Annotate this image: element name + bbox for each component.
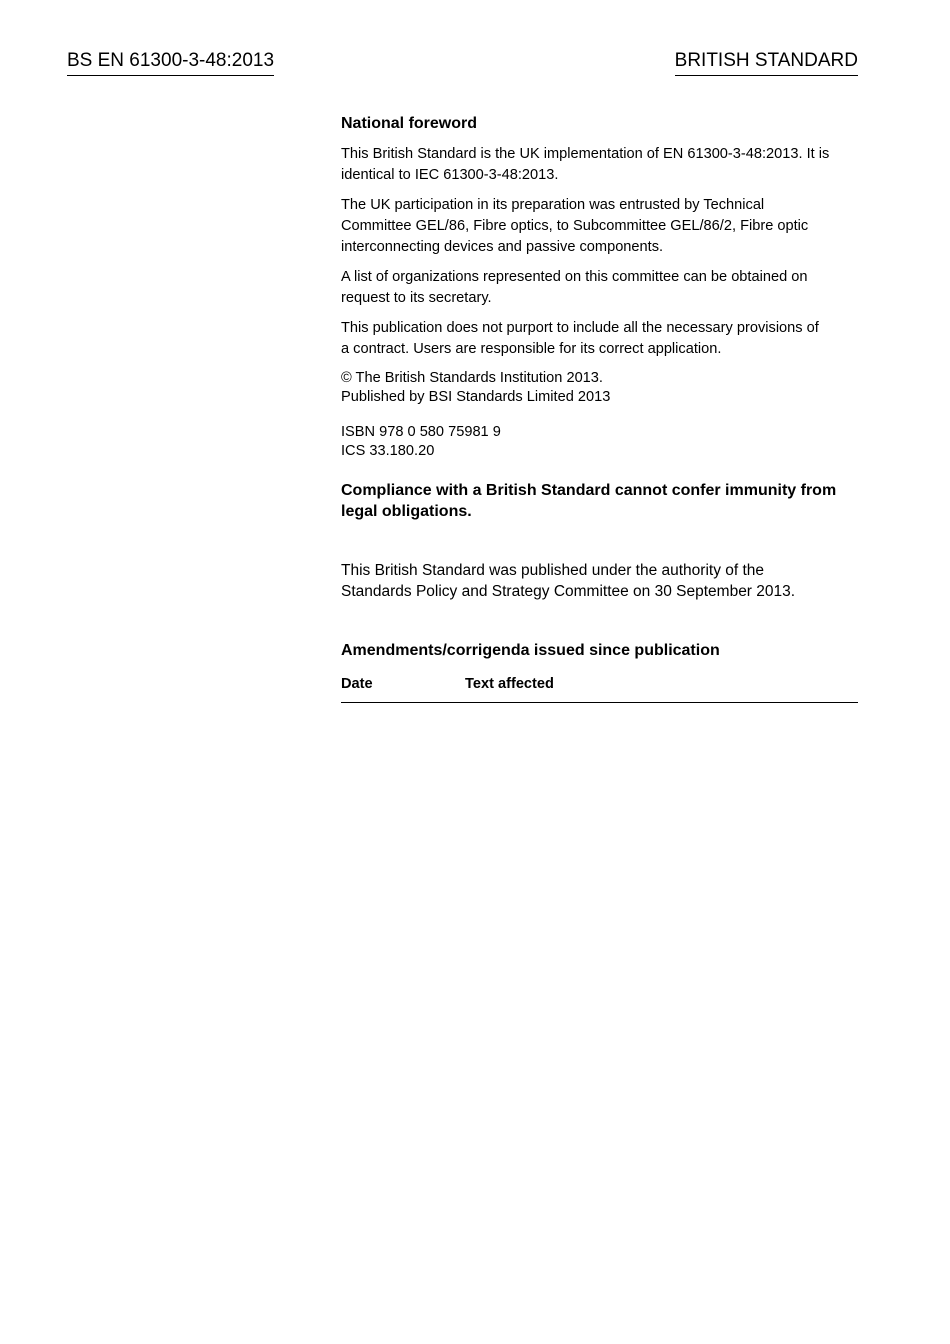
foreword-heading: National foreword [341, 115, 478, 132]
text-line: This British Standard was published under the authority of the [341, 562, 765, 579]
foreword-section [341, 113, 858, 703]
text-line: identical to IEC 61300-3-48:2013. [341, 167, 559, 183]
text-line: Committee GEL/86, Fibre optics, to Subcommittee GEL/86/2, Fibre optic [341, 218, 809, 234]
text-line: interconnecting devices and passive components. [341, 239, 664, 255]
copyright-notice [341, 369, 858, 407]
identifiers [341, 423, 858, 461]
text-line: © The British Standards Institution 2013. [341, 370, 603, 386]
text-line: Standards Policy and Strategy Committee on 30 September 2013. [341, 583, 796, 600]
amendments-heading: Amendments/corrigenda issued since publication [341, 642, 720, 659]
paragraph-provisions [341, 318, 858, 360]
compliance-statement [341, 480, 858, 522]
paragraph-participation [341, 195, 858, 258]
text-line: This publication does not purport to include all the necessary provisions of [341, 320, 819, 336]
text-line: This British Standard is the UK implementation of EN 61300-3-48:2013. It is [341, 146, 830, 162]
paragraph-implementation [341, 144, 858, 186]
text-line: A list of organizations represented on this committee can be obtained on [341, 269, 808, 285]
text-line: request to its secretary. [341, 290, 492, 306]
text-line: Compliance with a British Standard cannot confer immunity from [341, 482, 837, 499]
text-line: legal obligations. [341, 503, 472, 520]
isbn: ISBN 978 0 580 75981 9 [341, 424, 501, 440]
column-header-text-affected: Text affected [465, 676, 554, 692]
text-line: Published by BSI Standards Limited 2013 [341, 389, 611, 405]
text-line: a contract. Users are responsible for its correct application. [341, 341, 722, 357]
paragraph-organizations [341, 267, 858, 309]
document-id: BS EN 61300-3-48:2013 [67, 49, 274, 76]
column-header-date: Date [341, 676, 373, 692]
authority-statement [341, 560, 858, 602]
amendments-table-header [341, 675, 858, 703]
text-line: The UK participation in its preparation was entrusted by Technical [341, 197, 765, 213]
series-label: BRITISH STANDARD [675, 49, 858, 76]
ics-code: ICS 33.180.20 [341, 443, 435, 459]
